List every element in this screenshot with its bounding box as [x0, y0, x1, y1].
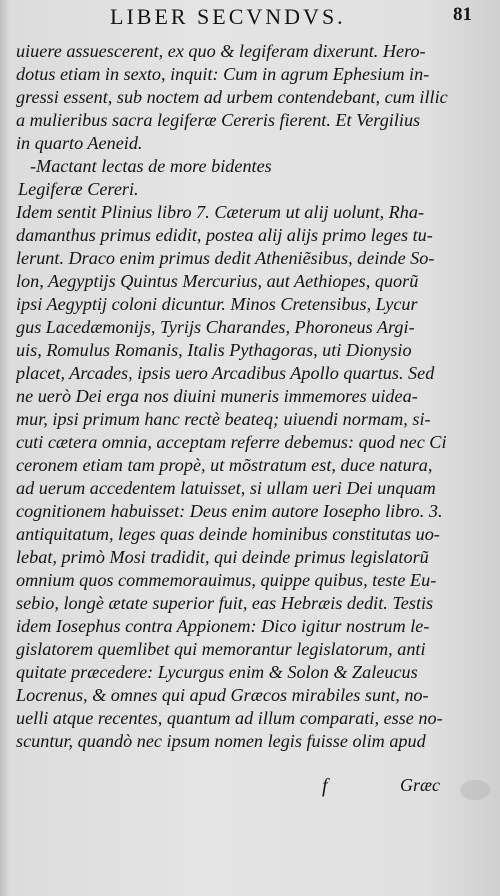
- text-line: in quarto Aeneid.: [16, 133, 143, 153]
- text-line: ad uerum accedentem latuisset, si ullam ueri Dei unquam: [16, 478, 436, 498]
- page-number: 81: [453, 4, 472, 25]
- body-text: [16, 40, 486, 753]
- text-line: ceronem etiam tam propè, ut mõstratum est, duce natura,: [16, 455, 433, 475]
- text-line: uis, Romulus Romanis, Italis Pythagoras, uti Dionysio: [16, 340, 412, 360]
- text-line: lebat, primò Mosi tradidit, qui deinde primus legislatorũ: [16, 547, 429, 567]
- text-line: cognitionem habuisset: Deus enim autore Iosepho libro. 3.: [16, 501, 443, 521]
- catchword: Græc: [400, 775, 440, 795]
- text-line: quitate præcedere: Lycurgus enim & Solon & Zaleucus: [16, 662, 418, 682]
- text-line: cuti cætera omnia, acceptam referre debemus: quod nec Ci: [16, 432, 447, 452]
- text-line: uelli atque recentes, quantum ad illum comparati, esse no-: [16, 708, 443, 728]
- text-line: a mulieribus sacra legiferæ Cereris fierent. Et Vergilius: [16, 110, 421, 130]
- text-line: Locrenus, & omnes qui apud Græcos mirabiles sunt, no-: [16, 685, 429, 705]
- text-line: sebio, longè ætate superior fuit, eas Hebræis dedit. Testis: [16, 593, 434, 613]
- text-line: uiuere assuescerent, ex quo & legiferam dixerunt. Hero-: [16, 41, 426, 61]
- text-line: gressi essent, sub noctem ad urbem contendebant, cum illic: [16, 87, 448, 107]
- paper-stain: [460, 780, 490, 800]
- text-line: antiquitatum, leges quas deinde hominibus constitutas uo-: [16, 524, 440, 544]
- verse-line: Legiferæ Cereri.: [18, 179, 139, 199]
- text-line: omnium quos commemorauimus, quippe quibus, teste Eu-: [16, 570, 437, 590]
- running-head: [0, 4, 500, 30]
- page-footer: [0, 775, 500, 805]
- running-title: LIBER SECVNDVS.: [110, 4, 346, 29]
- text-line: dotus etiam in sexto, inquit: Cum in agrum Ephesium in-: [16, 64, 430, 84]
- text-line: idem Iosephus contra Appionem: Dico igitur nostrum le-: [16, 616, 430, 636]
- text-line: ne uerò Dei erga nos diuini muneris immemores uidea-: [16, 386, 418, 406]
- text-line: gislatorem quemlibet qui memorantur legislatorum, anti: [16, 639, 426, 659]
- text-line: placet, Arcades, ipsis uero Arcadibus Apollo quartus. Sed: [16, 363, 435, 383]
- signature-mark: f: [322, 775, 328, 797]
- text-line: ipsi Aegyptij coloni dicuntur. Minos Cretensibus, Lycur: [16, 294, 418, 314]
- text-line: Idem sentit Plinius libro 7. Cæterum ut alij uolunt, Rha-: [16, 202, 425, 222]
- verse-line: -Mactant lectas de more bidentes: [30, 156, 272, 176]
- text-line: gus Lacedæmonijs, Tyrijs Charandes, Phoroneus Argi-: [16, 317, 415, 337]
- text-line: lerunt. Draco enim primus dedit Atheniẽsibus, deinde So-: [16, 248, 435, 268]
- text-line: lon, Aegyptijs Quintus Mercurius, aut Aethiopes, quorũ: [16, 271, 419, 291]
- text-line: scuntur, quandò nec ipsum nomen legis fuisse olim apud: [16, 731, 426, 751]
- text-line: damanthus primus edidit, postea alij alijs primo leges tu-: [16, 225, 433, 245]
- text-line: mur, ipsi primum hanc rectè beateq; uiuendi normam, si-: [16, 409, 431, 429]
